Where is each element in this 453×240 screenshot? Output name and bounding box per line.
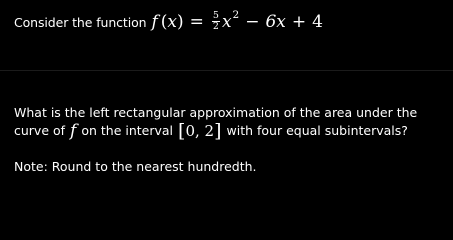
function-definition [14,7,323,37]
function-name: f [151,12,158,32]
question-line-2-suffix: with four equal subintervals? [226,123,408,138]
minus-sign: − [245,12,260,32]
question-line-2 [14,122,434,140]
left-paren: ( [160,12,168,32]
exponent: 2 [232,9,240,21]
question-line-1-text: What is the left rectangular approximation of the area under the [14,105,418,120]
question-line-2-prefix: curve of [14,123,66,138]
variable-x: x [167,12,178,32]
interval-values: 0, 2 [185,122,215,140]
coefficient-fraction [212,11,220,32]
variable-x-squared: x [221,12,232,32]
right-paren: ) [177,12,184,32]
constant-term: 4 [312,12,323,32]
interval-open-bracket: [ [178,120,186,142]
function-formula [151,9,323,33]
intro-text: Consider the function [14,14,147,30]
fraction-numerator: 5 [212,9,219,21]
question-line-2-middle: on the interval [81,123,174,138]
linear-term: 6x [265,12,286,32]
interval [178,120,222,142]
question-line-1 [14,104,434,122]
function-symbol-f: f [70,121,77,141]
interval-close-bracket: ] [214,120,222,142]
plus-sign: + [291,12,307,32]
equals-sign: = [189,12,204,32]
fraction-denominator: 2 [212,20,219,32]
rounding-note: Note: Round to the nearest hundredth. [14,159,257,174]
section-divider [0,70,453,71]
function-symbol [70,123,76,139]
question-text [14,104,434,140]
